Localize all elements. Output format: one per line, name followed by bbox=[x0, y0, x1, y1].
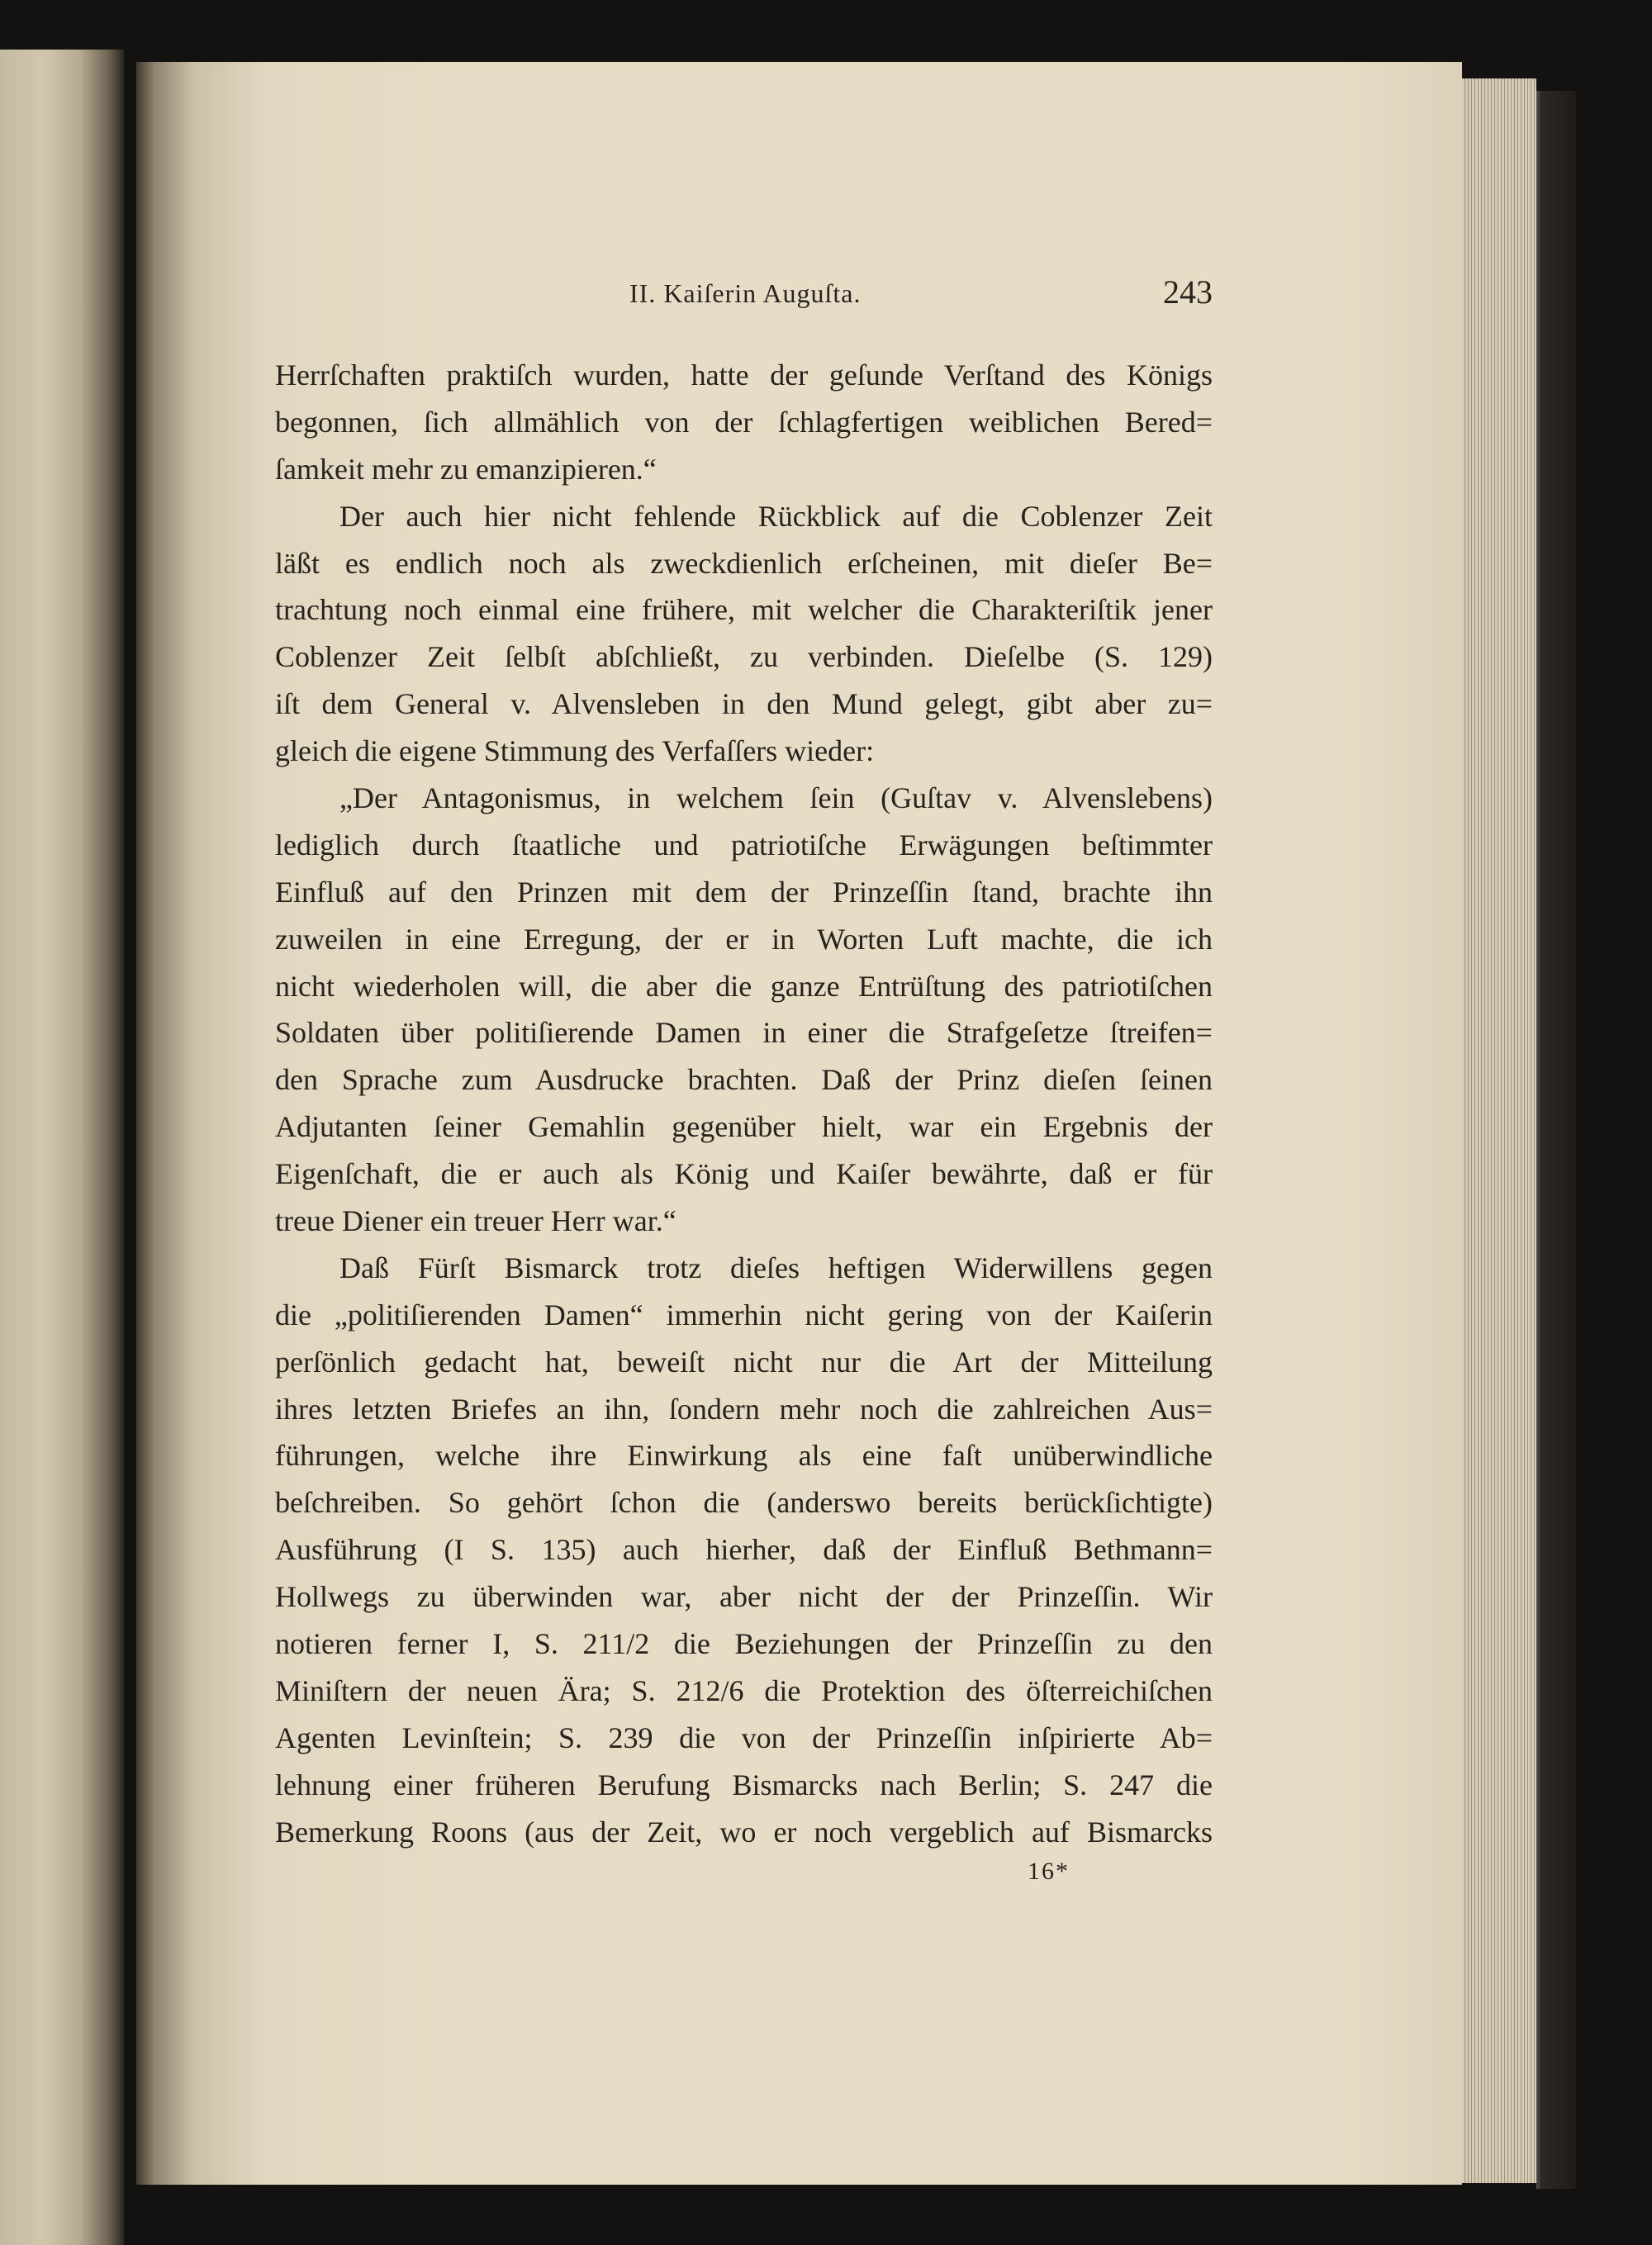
text-line: begonnen, ſich allmählich von der ſchlagfertigen weiblichen Bered= bbox=[275, 405, 1213, 439]
text-line: Ausführung (I S. 135) auch hierher, daß der Einfluß Bethmann= bbox=[275, 1533, 1213, 1567]
page-stack-edges bbox=[1462, 78, 1536, 2183]
text-line: Miniſtern der neuen Ära; S. 212/6 die Protektion des öſterreichiſchen bbox=[275, 1673, 1213, 1707]
text-line: lehnung einer früheren Berufung Bismarcks nach Berlin; S. 247 die bbox=[275, 1768, 1213, 1801]
text-line: Agenten Levinſtein; S. 239 die von der Prinzeſſin inſpirierte Ab= bbox=[275, 1721, 1213, 1754]
text-line: Bemerkung Roons (aus der Zeit, wo er noch vergeblich auf Bismarcks bbox=[275, 1815, 1213, 1849]
text-line: zuweilen in eine Erregung, der er in Worten Luft machte, die ich bbox=[275, 922, 1213, 956]
text-line: führungen, welche ihre Einwirkung als eine faſt unüberwindliche bbox=[275, 1439, 1213, 1473]
text-line: beſchreiben. So gehört ſchon die (anderswo bereits berückſichtigte) bbox=[275, 1486, 1213, 1520]
text-line: Einfluß auf den Prinzen mit dem der Prinzeſſin ſtand, brachte ihn bbox=[275, 875, 1213, 909]
paragraph bbox=[275, 493, 1213, 775]
quotation-paragraph bbox=[275, 775, 1213, 1245]
text-line: nicht wiederholen will, die aber die ganze Entrüſtung des patriotiſchen bbox=[275, 969, 1213, 1003]
text-line: Soldaten über politiſierende Damen in einer die Strafgeſetze ſtreifen= bbox=[275, 1016, 1213, 1050]
text-line: ſamkeit mehr zu emanzipieren.“ bbox=[275, 452, 657, 486]
facing-page-edge bbox=[0, 50, 124, 2245]
text-line: Hollwegs zu überwinden war, aber nicht der der Prinzeſſin. Wir bbox=[275, 1580, 1213, 1614]
text-line: perſönlich gedacht hat, beweiſt nicht nur die Art der Mitteilung bbox=[275, 1345, 1213, 1379]
printer-signature-mark: 16* bbox=[1028, 1858, 1070, 1885]
text-line: notieren ferner I, S. 211/2 die Beziehungen der Prinzeſſin zu den bbox=[275, 1627, 1213, 1661]
text-line: die „politiſierenden Damen“ immerhin nicht gering von der Kaiſerin bbox=[275, 1298, 1213, 1331]
text-line: läßt es endlich noch als zweckdienlich erſcheinen, mit dieſer Be= bbox=[275, 546, 1213, 580]
text-line: Adjutanten ſeiner Gemahlin gegenüber hielt, war ein Ergebnis der bbox=[275, 1110, 1213, 1144]
paragraph bbox=[275, 352, 1213, 493]
page-number: 243 bbox=[1163, 273, 1213, 311]
paragraph bbox=[275, 1245, 1213, 1856]
text-line: Herrſchaften praktiſch wurden, hatte der geſunde Verſtand des Königs bbox=[275, 358, 1213, 392]
text-line: trachtung noch einmal eine frühere, mit welcher die Charakteriſtik jener bbox=[275, 593, 1213, 627]
text-line: iſt dem General v. Alvensleben in den Mund gelegt, gibt aber zu= bbox=[275, 687, 1213, 721]
text-line: lediglich durch ſtaatliche und patriotiſche Erwägungen beſtimmter bbox=[275, 828, 1213, 861]
text-line: treue Diener ein treuer Herr war.“ bbox=[275, 1204, 676, 1238]
text-line: Daß Fürſt Bismarck trotz dieſes heftigen Widerwillens gegen bbox=[339, 1251, 1213, 1284]
text-line: Eigenſchaft, die er auch als König und Kaiſer bewährte, daß er für bbox=[275, 1157, 1213, 1191]
text-line: Der auch hier nicht fehlende Rückblick auf die Coblenzer Zeit bbox=[339, 499, 1213, 533]
text-line: den Sprache zum Ausdrucke brachten. Daß der Prinz dieſen ſeinen bbox=[275, 1063, 1213, 1097]
book-cover-edge bbox=[1536, 91, 1576, 2189]
text-line: gleich die eigene Stimmung des Verfaſſers wieder: bbox=[275, 734, 875, 768]
text-line: „Der Antagonismus, in welchem ſein (Guſtav v. Alvenslebens) bbox=[339, 781, 1213, 815]
text-line: ihres letzten Briefes an ihn, ſondern mehr noch die zahlreichen Aus= bbox=[275, 1392, 1213, 1426]
text-line: Coblenzer Zeit ſelbſt abſchließt, zu verbinden. Dieſelbe (S. 129) bbox=[275, 640, 1213, 674]
running-head: II. Kaiſerin Auguſta. bbox=[629, 278, 862, 308]
body-text bbox=[275, 352, 1213, 1856]
